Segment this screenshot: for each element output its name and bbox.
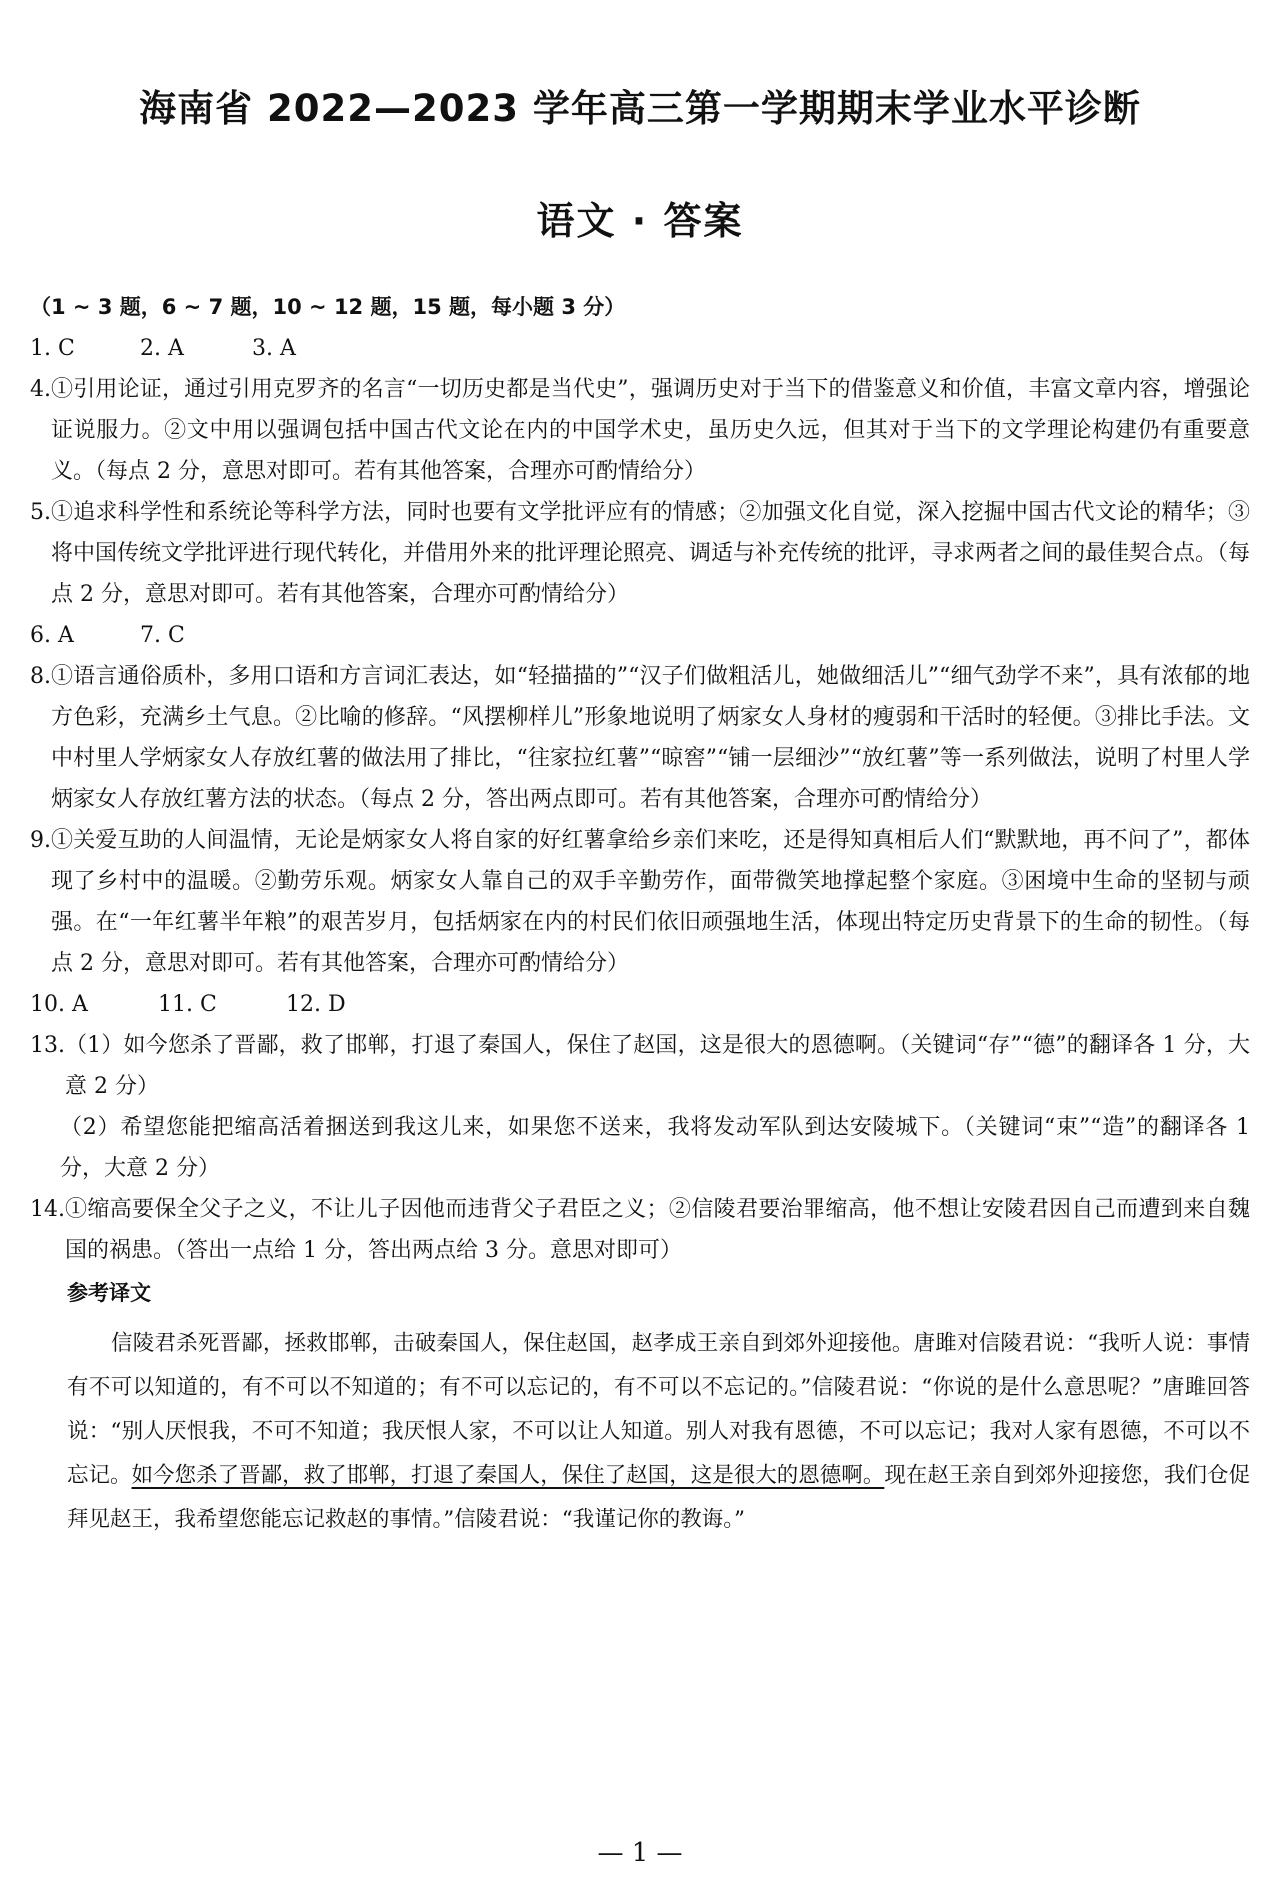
page-number: — 1 — [597, 1838, 683, 1868]
answer-13-part-2: （2）希望您能把缩高活着捆送到我这儿来，如果您不送来，我将发动军队到达安陵城下。（关键词“束”“造”的翻译各 1 分，大意 2 分） [60, 1115, 1250, 1181]
answers-row-1-3 [30, 328, 1250, 369]
document-title: 海南省 2022—2023 学年高三第一学期期末学业水平诊断 [139, 87, 1141, 130]
answer-14 [30, 1189, 1250, 1271]
answer-body [30, 287, 1250, 1542]
answer-11: 11. C [158, 992, 217, 1017]
question-number: 14. [30, 1197, 65, 1222]
answers-row-6-7 [30, 615, 1250, 656]
scoring-note: （1 ~ 3 题，6 ~ 7 题，10 ~ 12 题，15 题，每小题 3 分） [30, 295, 626, 319]
translation-text: 信陵君杀死晋鄙，拯救邯郸，击破秦国人，保住赵国，赵孝成王亲自到郊外迎接他。唐雎对信陵君说：“我听人说：事情有不可以知道的，有不可以不知道的；有不可以忘记的，有不可以不忘记的。”信陵君说：“你说的是什么意思呢？”唐雎回答说：“别人厌恨我，不可不知道；我厌恨人家，不可以让人知道。别人对我有恩德，不可以忘记；我对人家有恩德，不可以不忘记。 [67, 1331, 1250, 1488]
answer-8 [30, 656, 1250, 820]
answer-10: 10. A [30, 992, 88, 1017]
answer-text: ①缩高要保全父子之义，不让儿子因他而违背父子君臣之义；②信陵君要治罪缩高，他不想让安陵君因自己而遭到来自魏国的祸患。（答出一点给 1 分，答出两点给 3 分。意思对即可） [65, 1197, 1250, 1263]
document-subtitle: 语文 · 答案 [536, 199, 744, 243]
answer-9 [30, 820, 1250, 984]
answer-6: 6. A [30, 623, 74, 648]
answer-3: 3. A [252, 336, 296, 361]
question-number: 9. [30, 828, 51, 853]
question-number: 4. [30, 377, 51, 402]
question-number: 8. [30, 664, 51, 689]
answer-text: ①语言通俗质朴，多用口语和方言词汇表达，如“轻描描的”“汉子们做粗活儿，她做细活儿”“细气劲学不来”，具有浓郁的地方色彩，充满乡土气息。②比喻的修辞。“风摆柳样儿”形象地说明了炳家女人身材的瘦弱和干活时的轻便。③排比手法。文中村里人学炳家女人存放红薯的做法用了排比，“往家拉红薯”“晾窖”“铺一层细沙”“放红薯”等一系列做法，说明了村里人学炳家女人存放红薯方法的状态。（每点 2 分，答出两点即可。若有其他答案，合理亦可酌情给分） [51, 664, 1250, 812]
translation-text-end: 现在赵王亲自到郊外迎接您，我们仓促拜见赵王，我希望您能忘记救赵的事情。”信陵君说：“我谨记你的教诲。” [67, 1463, 1250, 1532]
answers-row-10-12 [30, 984, 1250, 1025]
answer-text: ①追求科学性和系统论等科学方法，同时也要有文学批评应有的情感；②加强文化自觉，深入挖掘中国古代文论的精华；③将中国传统文学批评进行现代转化，并借用外来的批评理论照亮、调适与补充传统的批评，寻求两者之间的最佳契合点。（每点 2 分，意思对即可。若有其他答案，合理亦可酌情给分） [51, 500, 1251, 607]
question-number: 5. [30, 500, 51, 525]
answer-12: 12. D [286, 992, 346, 1017]
question-number: 13. [30, 1033, 65, 1058]
answer-text: （1）如今您杀了晋鄙，救了邯郸，打退了秦国人，保住了赵国，这是很大的恩德啊。（关键词“存”“德”的翻译各 1 分，大意 2 分） [65, 1033, 1250, 1099]
answer-5 [30, 492, 1250, 615]
reference-translation [30, 1322, 1250, 1542]
answer-2: 2. A [140, 336, 184, 361]
answer-7: 7. C [140, 623, 185, 648]
answer-text: ①关爱互助的人间温情，无论是炳家女人将自家的好红薯拿给乡亲们来吃，还是得知真相后人们“默默地，再不问了”，都体现了乡村中的温暖。②勤劳乐观。炳家女人靠自己的双手辛勤劳作，面带微笑地撑起整个家庭。③困境中生命的坚韧与顽强。在“一年红薯半年粮”的艰苦岁月，包括炳家在内的村民们依旧顽强地生活，体现出特定历史背景下的生命的韧性。（每点 2 分，意思对即可。若有其他答案，合理亦可酌情给分） [51, 828, 1250, 976]
translation-underlined-text: 如今您杀了晋鄙，救了邯郸，打退了秦国人，保住了赵国，这是很大的恩德啊。 [131, 1463, 885, 1488]
reference-translation-heading: 参考译文 [67, 1281, 151, 1305]
answer-13 [30, 1025, 1250, 1107]
answer-1: 1. C [30, 336, 75, 361]
answer-4 [30, 369, 1250, 492]
answer-text: ①引用论证，通过引用克罗齐的名言“一切历史都是当代史”，强调历史对于当下的借鉴意义和价值，丰富文章内容，增强论证说服力。②文中用以强调包括中国古代文论在内的中国学术史，虽历史久远，但其对于当下的文学理论构建仍有重要意义。（每点 2 分，意思对即可。若有其他答案，合理亦可酌情给分） [51, 377, 1250, 484]
